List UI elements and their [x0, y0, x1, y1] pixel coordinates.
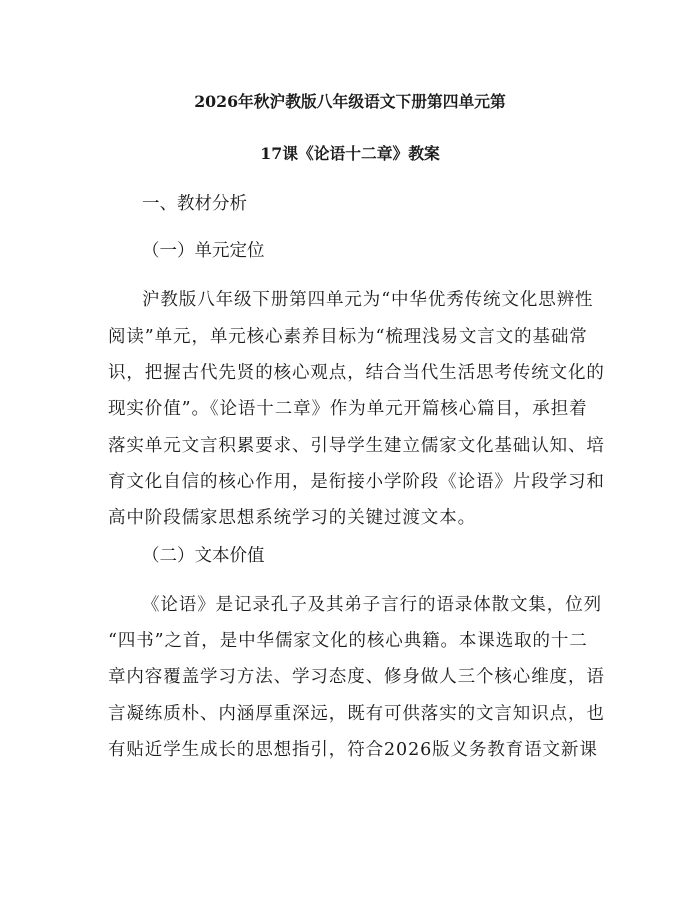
subsection-heading-text-value: （二）文本价值: [142, 546, 265, 566]
paragraph-1-line: 阅读”单元，单元核心素养目标为“梳理浅易文言文的基础常: [108, 327, 588, 347]
paragraph-1-line: 高中阶段儒家思想系统学习的关键过渡文本。: [108, 508, 476, 528]
paragraph-2-line: 章内容覆盖学习方法、学习态度、修身做人三个核心维度，语: [108, 667, 605, 687]
paragraph-1-line: 沪教版八年级下册第四单元为“中华优秀传统文化思辨性: [142, 290, 594, 310]
document-title-line-2: 17课《论语十二章》教案: [260, 144, 440, 163]
paragraph-2-line: 言凝练质朴、内涵厚重深远，既有可供落实的文言知识点，也: [108, 704, 605, 724]
paragraph-1-line: 现实价值”。《论语十二章》作为单元开篇核心篇目，承担着: [108, 399, 588, 419]
paragraph-2-line: 有贴近学生成长的思想指引，符合2026版义务教育语文新课: [108, 740, 598, 760]
paragraph-2-line: 《论语》是记录孔子及其弟子言行的语录体散文集，位列: [142, 595, 602, 615]
section-heading-teaching-material-analysis: 一、教材分析: [142, 194, 247, 214]
document-title-line-1: 2026年秋沪教版八年级语文下册第四单元第: [194, 92, 506, 111]
paragraph-1-line: 落实单元文言积累要求、引导学生建立儒家文化基础认知、培: [108, 436, 605, 456]
paragraph-1-line: 育文化自信的核心作用，是衔接小学阶段《论语》片段学习和: [108, 472, 605, 492]
paragraph-1-line: 识，把握古代先贤的核心观点，结合当代生活思考传统文化的: [108, 363, 605, 383]
paragraph-2-line: “四书”之首，是中华儒家文化的核心典籍。本课选取的十二: [108, 631, 588, 651]
subsection-heading-unit-positioning: （一）单元定位: [142, 241, 265, 261]
